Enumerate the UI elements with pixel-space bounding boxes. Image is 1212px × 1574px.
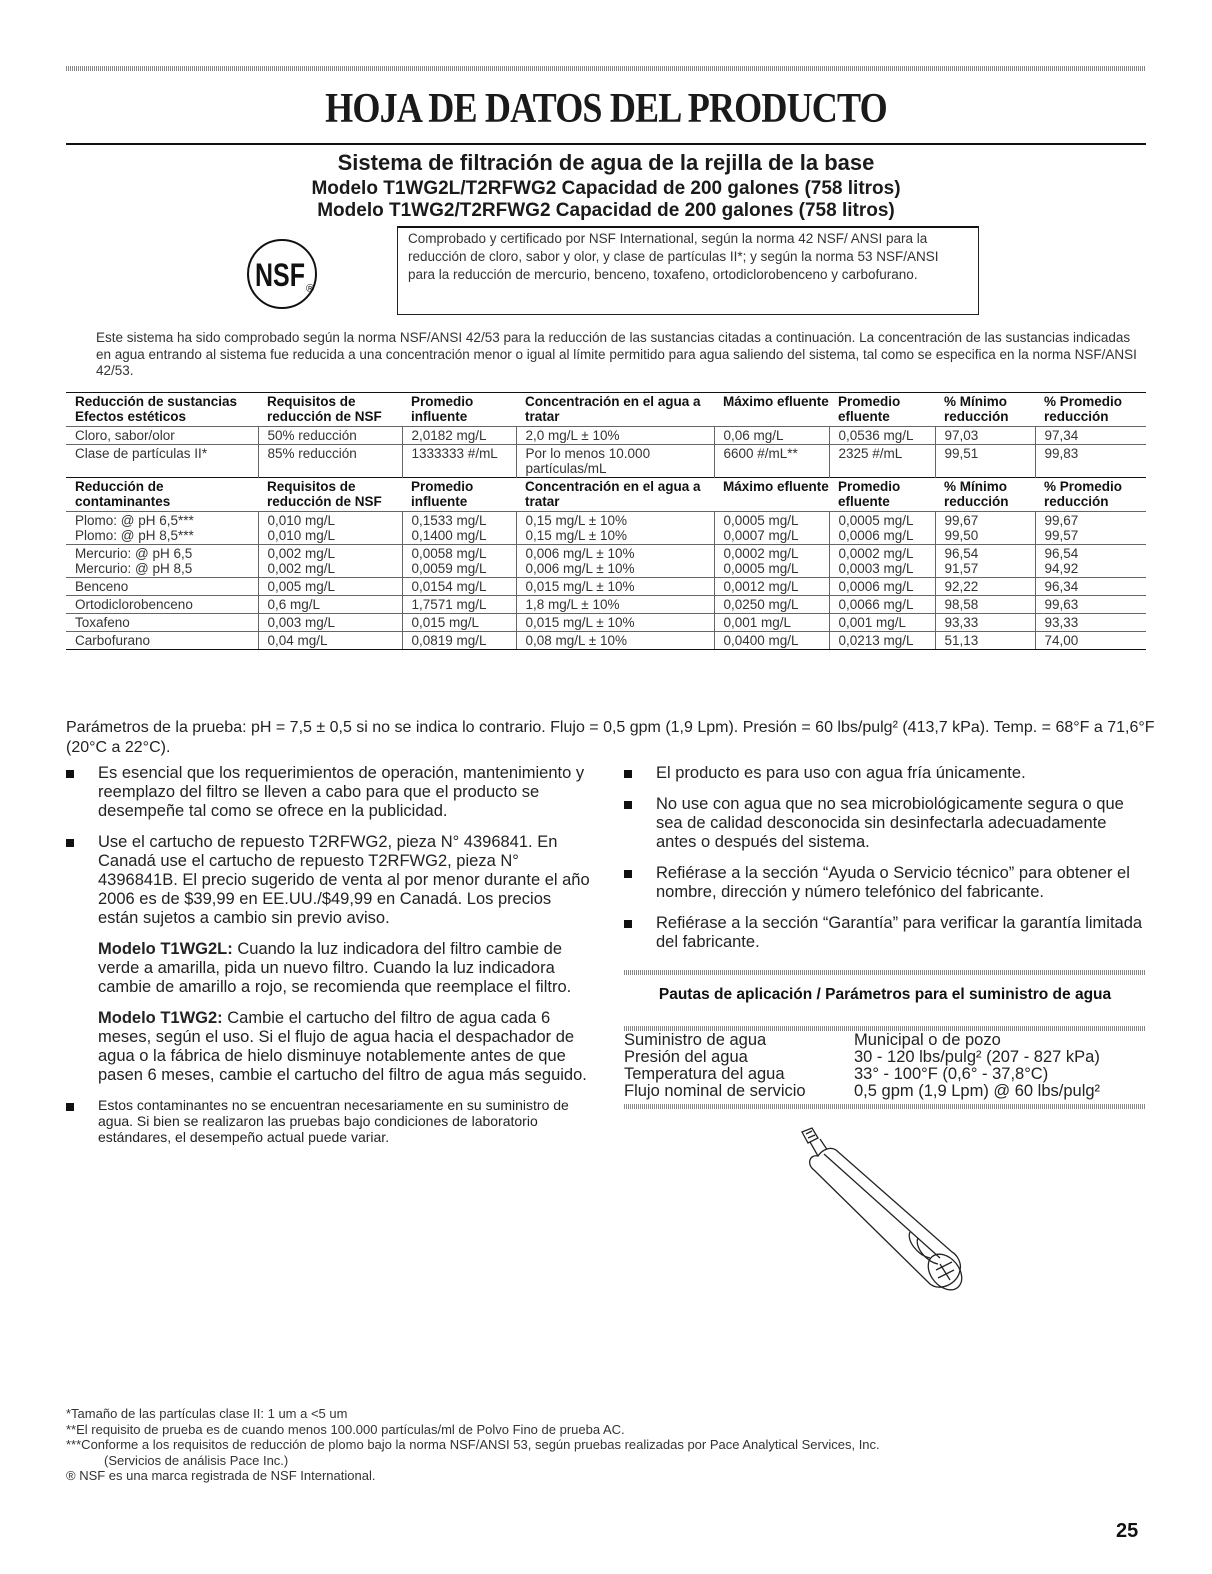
table-cell: 0,0005 mg/L 0,0006 mg/L — [829, 512, 935, 545]
table-cell: 0,08 mg/L ± 10% — [516, 632, 714, 650]
intro-paragraph: Este sistema ha sido comprobado según la norma NSF/ANSI 42/53 para la reducción de las sustancias citadas a continuación. La concentración de las sustancias indicadas en agua entrando al sistema fue reducida a una concentración menor o igual al límite permitido para agua saliendo del sistema, tal como se especifica en la norma NSF/ANSI 42/53. — [96, 330, 1137, 378]
table-cell: 0,015 mg/L ± 10% — [516, 578, 714, 596]
table-cell: 2,0182 mg/L — [402, 427, 516, 445]
table-cell: 96,54 94,92 — [1035, 545, 1146, 578]
application-top-rule — [624, 970, 1146, 975]
table-cell: 0,0400 mg/L — [714, 632, 829, 650]
model-line-1: Modelo T1WG2L/T2RFWG2 Capacidad de 200 galones (758 litros) — [311, 178, 901, 199]
table-cell: 0,0058 mg/L 0,0059 mg/L — [402, 545, 516, 578]
column-header: Requisitos de reducción de NSF — [258, 478, 402, 512]
table-cell: 0,015 mg/L ± 10% — [516, 614, 714, 632]
table-row — [66, 427, 1146, 445]
table-cell: 96,34 — [1035, 578, 1146, 596]
table-cell: 0,010 mg/L 0,010 mg/L — [258, 512, 402, 545]
table-cell: 85% reducción — [258, 445, 402, 478]
table-cell: 99,63 — [1035, 596, 1146, 614]
footnote-continuation: (Servicios de análisis Pace Inc.) — [104, 1452, 289, 1468]
nsf-logo-text: NSF — [255, 258, 305, 294]
filter-cartridge-illustration — [780, 1124, 990, 1294]
table-cell: Por lo menos 10.000 partículas/mL — [516, 445, 714, 478]
bullet-item: El producto es para uso con agua fría únicamente. — [624, 764, 1146, 783]
table-cell: 0,0012 mg/L — [714, 578, 829, 596]
column-header: % Mínimo reducción — [935, 478, 1035, 512]
table-cell: 99,67 99,57 — [1035, 512, 1146, 545]
application-value: 30 - 120 lbs/pulg² (207 - 827 kPa) — [854, 1048, 1100, 1066]
model-t1wg2-note — [66, 1009, 591, 1085]
application-label: Presión del agua — [624, 1048, 748, 1066]
model-t1wg2l-note — [66, 940, 591, 997]
system-subtitle: Sistema de filtración de agua de la rejilla de la base — [337, 150, 875, 175]
table-cell: 0,6 mg/L — [258, 596, 402, 614]
table-cell: 2,0 mg/L ± 10% — [516, 427, 714, 445]
table-cell: 97,34 — [1035, 427, 1146, 445]
table-row — [66, 445, 1146, 478]
test-parameters: Parámetros de la prueba: pH = 7,5 ± 0,5 si no se indica lo contrario. Flujo = 0,5 gpm (1,9 Lpm). Presión = 60 lbs/pulg² (413,7 kPa). Temp. = 68°F a 71,6°F (20°C a 22°C). — [66, 719, 1155, 756]
application-label: Flujo nominal de servicio — [624, 1082, 806, 1100]
column-header: Requisitos de reducción de NSF — [258, 393, 402, 427]
table-cell: 97,03 — [935, 427, 1035, 445]
application-value: 0,5 gpm (1,9 Lpm) @ 60 lbs/pulg² — [854, 1082, 1101, 1100]
table-cell: 0,0066 mg/L — [829, 596, 935, 614]
application-title: Pautas de aplicación / Parámetros para el suministro de agua — [658, 986, 1112, 1003]
column-header: Promedio influente — [402, 393, 516, 427]
column-header: Promedio influente — [402, 478, 516, 512]
column-header: Promedio efluente — [829, 478, 935, 512]
footnotes — [66, 1406, 1146, 1484]
table-cell: Mercurio: @ pH 6,5 Mercurio: @ pH 8,5 — [66, 545, 258, 578]
table-cell: 0,005 mg/L — [258, 578, 402, 596]
table-cell: 0,0002 mg/L 0,0005 mg/L — [714, 545, 829, 578]
table-cell: 0,0006 mg/L — [829, 578, 935, 596]
table-cell: 0,001 mg/L — [829, 614, 935, 632]
table-cell: 0,0154 mg/L — [402, 578, 516, 596]
bullet-item: Estos contaminantes no se encuentran necesariamente en su suministro de agua. Si bien se realizaron las pruebas bajo condiciones de laboratorio estándares, el desempeño actual puede variar. — [66, 1097, 591, 1145]
table-cell: 93,33 — [1035, 614, 1146, 632]
bullet-item: Use el cartucho de repuesto T2RFWG2, pieza N° 4396841. En Canadá use el cartucho de repuesto T2RFWG2, pieza N° 4396841B. El precio sugerido de venta al por menor durante el año 2006 es de $39,99 en EE.UU./$49,99 en Canadá. Los precios están sujetos a cambio sin previo aviso. — [66, 833, 591, 928]
table-cell: 1333333 #/mL — [402, 445, 516, 478]
column-header: % Mínimo reducción — [935, 393, 1035, 427]
table-cell: 0,0213 mg/L — [829, 632, 935, 650]
table-row — [66, 512, 1146, 545]
column-header: % Promedio reducción — [1035, 393, 1146, 427]
table-cell: Carbofurano — [66, 632, 258, 650]
table-cell: 92,22 — [935, 578, 1035, 596]
application-bottom-rule — [624, 1104, 1146, 1109]
table-cell: 99,51 — [935, 445, 1035, 478]
model-note-text: Cuando la luz indicadora del filtro cambie de verde a amarilla, pida un nuevo filtro. Cuando la luz indicadora cambie de amarillo a rojo, se recomienda que reemplace el filtro. — [98, 940, 572, 996]
table-cell: 99,67 99,50 — [935, 512, 1035, 545]
table-cell: 1,7571 mg/L — [402, 596, 516, 614]
table-cell: 1,8 mg/L ± 10% — [516, 596, 714, 614]
application-row — [624, 1032, 1146, 1049]
table-cell: Ortodiclorobenceno — [66, 596, 258, 614]
footnote: *Tamaño de las partículas clase II: 1 um a <5 um — [66, 1406, 348, 1421]
column-header: Máximo efluente — [714, 478, 829, 512]
table-cell: 93,33 — [935, 614, 1035, 632]
contaminant-rows — [66, 512, 1146, 650]
column-header: Reducción de contaminantes — [66, 478, 258, 512]
nsf-logo-registered-mark: ® — [306, 283, 315, 295]
application-row — [624, 1083, 1146, 1100]
right-column — [624, 764, 1146, 964]
application-row — [624, 1049, 1146, 1066]
table-cell: 50% reducción — [258, 427, 402, 445]
reduction-data-table — [66, 392, 1146, 650]
table-row — [66, 578, 1146, 596]
bullet-item: Refiérase a la sección “Garantía” para verificar la garantía limitada del fabricante. — [624, 914, 1146, 952]
table-cell: 0,0819 mg/L — [402, 632, 516, 650]
table-cell: 98,58 — [935, 596, 1035, 614]
contaminant-header-row — [66, 478, 1146, 512]
table-row — [66, 545, 1146, 578]
table-cell: 0,015 mg/L — [402, 614, 516, 632]
nsf-logo-icon — [230, 236, 340, 312]
table-cell: 96,54 91,57 — [935, 545, 1035, 578]
table-cell: 6600 #/mL** — [714, 445, 829, 478]
table-cell: Cloro, sabor/olor — [66, 427, 258, 445]
column-header: Máximo efluente — [714, 393, 829, 427]
table-cell: 0,1533 mg/L 0,1400 mg/L — [402, 512, 516, 545]
left-column — [66, 764, 591, 1157]
table-cell: 0,003 mg/L — [258, 614, 402, 632]
table-cell: Plomo: @ pH 6,5*** Plomo: @ pH 8,5*** — [66, 512, 258, 545]
table-cell: Clase de partículas II* — [66, 445, 258, 478]
aesthetic-header-row — [66, 393, 1146, 427]
table-cell: 0,0536 mg/L — [829, 427, 935, 445]
table-cell: Toxafeno — [66, 614, 258, 632]
application-label: Suministro de agua — [624, 1031, 767, 1049]
table-row — [66, 614, 1146, 632]
application-value: Municipal o de pozo — [854, 1031, 1001, 1049]
table-cell: 0,06 mg/L — [714, 427, 829, 445]
bullet-item: No use con agua que no sea microbiológicamente segura o que sea de calidad desconocida sin desinfectarla adecuadamente antes o después del sistema. — [624, 795, 1146, 852]
table-row — [66, 596, 1146, 614]
footnote: **El requisito de prueba es de cuando menos 100.000 partículas/ml de Polvo Fino de prueba AC. — [66, 1421, 625, 1437]
certification-box: Comprobado y certificado por NSF International, según la norma 42 NSF/ ANSI para la reducción de cloro, sabor y olor, y clase de partículas II*; y según la norma 53 NSF/ANSI para la reducción de mercurio, benceno, toxafeno, ortodiclorobenceno y carbofurano. — [397, 226, 979, 315]
table-cell: 0,04 mg/L — [258, 632, 402, 650]
column-header: Reducción de sustancias Efectos estéticos — [66, 393, 258, 427]
table-cell: 99,83 — [1035, 445, 1146, 478]
table-cell: 51,13 — [935, 632, 1035, 650]
table-cell: 74,00 — [1035, 632, 1146, 650]
model-note-text: Cambie el cartucho del filtro de agua cada 6 meses, según el uso. Si el flujo de agua hacia el despachador de agua o la fábrica de hielo disminuye notablemente antes de que pasen 6 meses, cambie el cartucho del filtro de agua más seguido. — [98, 1009, 587, 1084]
page-number: 25 — [1116, 1520, 1139, 1542]
column-header: Concentración en el agua a tratar — [516, 393, 714, 427]
table-cell: 0,001 mg/L — [714, 614, 829, 632]
footnote: ***Conforme a los requisitos de reducción de plomo bajo la norma NSF/ANSI 53, según pruebas realizadas por Pace Analytical Services, Inc. — [66, 1437, 880, 1452]
table-cell: Benceno — [66, 578, 258, 596]
table-cell: 2325 #/mL — [829, 445, 935, 478]
bullet-item: Es esencial que los requerimientos de operación, mantenimiento y reemplazo del filtro se lleven a cabo para que el producto se desempeñe tal como se ofrece en la publicidad. — [66, 764, 591, 821]
model-label: Modelo T1WG2L: — [98, 940, 233, 958]
model-label: Modelo T1WG2: — [98, 1009, 223, 1027]
model-line-2: Modelo T1WG2/T2RFWG2 Capacidad de 200 galones (758 litros) — [317, 200, 895, 221]
column-header: Concentración en el agua a tratar — [516, 478, 714, 512]
table-row — [66, 632, 1146, 650]
aesthetic-rows — [66, 427, 1146, 478]
column-header: Promedio efluente — [829, 393, 935, 427]
table-cell: 0,0250 mg/L — [714, 596, 829, 614]
table-cell: 0,0005 mg/L 0,0007 mg/L — [714, 512, 829, 545]
footnote: ® NSF es una marca registrada de NSF International. — [66, 1468, 376, 1483]
page-title: HOJA DE DATOS DEL PRODUCTO — [325, 86, 887, 132]
application-table — [624, 1032, 1146, 1100]
application-label: Temperatura del agua — [624, 1065, 785, 1083]
table-cell: 0,002 mg/L 0,002 mg/L — [258, 545, 402, 578]
column-header: % Promedio reducción — [1035, 478, 1146, 512]
bullet-item: Refiérase a la sección “Ayuda o Servicio técnico” para obtener el nombre, dirección y número telefónico del fabricante. — [624, 864, 1146, 902]
application-value: 33° - 100°F (0,6° - 37,8°C) — [854, 1065, 1049, 1083]
table-cell: 0,006 mg/L ± 10% 0,006 mg/L ± 10% — [516, 545, 714, 578]
top-dotted-rule — [66, 66, 1146, 71]
table-cell: 0,15 mg/L ± 10% 0,15 mg/L ± 10% — [516, 512, 714, 545]
application-row — [624, 1066, 1146, 1083]
title-rule — [66, 143, 1146, 145]
table-cell: 0,0002 mg/L 0,0003 mg/L — [829, 545, 935, 578]
